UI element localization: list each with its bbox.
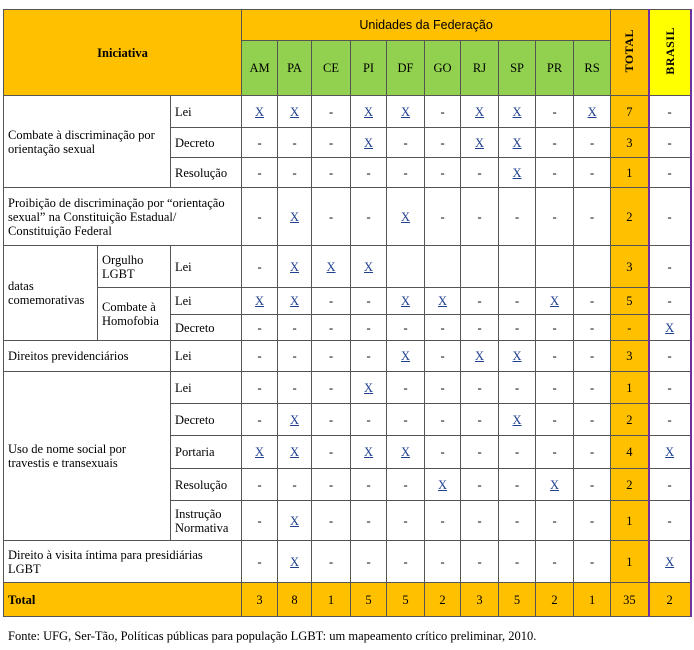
x-mark[interactable]: X xyxy=(401,104,411,119)
type-cell: Resolução xyxy=(171,469,242,501)
totals-row xyxy=(4,583,691,617)
cell-rs: - xyxy=(574,128,611,158)
row-total: 1 xyxy=(611,372,649,404)
total-ce: 1 xyxy=(312,583,351,617)
table-row xyxy=(4,541,691,583)
cell-ce: - xyxy=(312,436,351,469)
header-unidades: Unidades da Federação xyxy=(242,10,611,41)
x-mark[interactable]: X xyxy=(290,445,300,459)
cell-rj: - xyxy=(461,541,499,583)
cell-sp xyxy=(499,341,536,372)
row-brasil: - xyxy=(649,188,691,246)
cell-pa xyxy=(278,246,312,288)
x-mark[interactable]: X xyxy=(290,104,300,119)
header-iniciativa: Iniciativa xyxy=(4,10,242,96)
row-total: - xyxy=(611,315,649,341)
cell-go: - xyxy=(425,436,461,469)
x-mark[interactable]: X xyxy=(364,104,374,119)
cell-pa xyxy=(278,96,312,128)
table-row xyxy=(4,341,691,372)
cell-rs xyxy=(574,246,611,288)
table-row xyxy=(4,96,691,128)
row-total: 2 xyxy=(611,188,649,246)
cell-pi: - xyxy=(351,541,387,583)
cell-rj xyxy=(461,246,499,288)
cell-df: - xyxy=(387,541,425,583)
cell-pr: - xyxy=(536,404,574,436)
cell-pi: - xyxy=(351,315,387,341)
cell-rs: - xyxy=(574,404,611,436)
row-total: 7 xyxy=(611,96,649,128)
row-total: 1 xyxy=(611,158,649,188)
row-total: 1 xyxy=(611,541,649,583)
cell-df: - xyxy=(387,128,425,158)
cell-df: - xyxy=(387,469,425,501)
grand-total: 35 xyxy=(611,583,649,617)
cell-pi: - xyxy=(351,341,387,372)
cell-pr: - xyxy=(536,315,574,341)
header-total: TOTAL xyxy=(611,10,649,96)
cell-ce: - xyxy=(312,404,351,436)
x-mark[interactable]: X xyxy=(364,445,374,459)
cell-sp: - xyxy=(499,436,536,469)
cell-am xyxy=(242,436,278,469)
label-previdenciarios: Direitos previdenciários xyxy=(4,341,171,372)
header-brasil: BRASIL xyxy=(649,10,691,96)
total-pi: 5 xyxy=(351,583,387,617)
cell-am: - xyxy=(242,315,278,341)
label-visita: Direito à visita íntima para presidiárias LGBT xyxy=(4,541,242,583)
cell-pa xyxy=(278,404,312,436)
state-header-pi: PI xyxy=(351,41,387,96)
cell-pi: - xyxy=(351,501,387,541)
cell-df: - xyxy=(387,315,425,341)
cell-am: - xyxy=(242,128,278,158)
x-mark[interactable]: X xyxy=(255,104,265,119)
cell-pa: - xyxy=(278,341,312,372)
cell-go xyxy=(425,246,461,288)
type-cell: Decreto xyxy=(171,315,242,341)
cell-rs: - xyxy=(574,469,611,501)
cell-rs: - xyxy=(574,341,611,372)
state-header-pa: PA xyxy=(278,41,312,96)
cell-am xyxy=(242,288,278,315)
type-cell: Lei xyxy=(171,246,242,288)
cell-pa xyxy=(278,501,312,541)
cell-ce: - xyxy=(312,372,351,404)
cell-pa: - xyxy=(278,469,312,501)
cell-sp xyxy=(499,246,536,288)
type-cell: Lei xyxy=(171,372,242,404)
cell-rs: - xyxy=(574,541,611,583)
cell-rj: - xyxy=(461,372,499,404)
cell-pa xyxy=(278,188,312,246)
cell-am: - xyxy=(242,501,278,541)
cell-pr: - xyxy=(536,188,574,246)
row-total: 1 xyxy=(611,501,649,541)
x-mark[interactable]: X xyxy=(326,259,336,274)
cell-rj: - xyxy=(461,404,499,436)
x-mark[interactable]: X xyxy=(290,554,300,569)
x-mark[interactable]: X xyxy=(512,165,522,180)
cell-rj: - xyxy=(461,158,499,188)
total-am: 3 xyxy=(242,583,278,617)
legislation-table xyxy=(3,9,692,617)
x-mark[interactable]: X xyxy=(550,477,560,492)
cell-df xyxy=(387,246,425,288)
cell-rs: - xyxy=(574,315,611,341)
cell-am xyxy=(242,96,278,128)
total-sp: 5 xyxy=(499,583,536,617)
type-cell: Lei xyxy=(171,341,242,372)
x-mark[interactable]: X xyxy=(255,445,265,459)
cell-ce: - xyxy=(312,541,351,583)
cell-go: - xyxy=(425,128,461,158)
cell-go: - xyxy=(425,315,461,341)
cell-pr xyxy=(536,469,574,501)
type-cell: Decreto xyxy=(171,128,242,158)
cell-ce: - xyxy=(312,128,351,158)
cell-pa: - xyxy=(278,128,312,158)
cell-pi: - xyxy=(351,288,387,315)
cell-rj: - xyxy=(461,188,499,246)
cell-am: - xyxy=(242,158,278,188)
row-brasil xyxy=(649,436,691,469)
cell-go xyxy=(425,288,461,315)
x-mark[interactable]: X xyxy=(512,349,522,363)
state-header-rs: RS xyxy=(574,41,611,96)
total-go: 2 xyxy=(425,583,461,617)
x-mark[interactable]: X xyxy=(665,445,675,459)
state-header-ce: CE xyxy=(312,41,351,96)
cell-pr xyxy=(536,288,574,315)
cell-rj: - xyxy=(461,501,499,541)
type-cell: Portaria xyxy=(171,436,242,469)
cell-ce: - xyxy=(312,158,351,188)
row-total: 3 xyxy=(611,128,649,158)
cell-rj: - xyxy=(461,436,499,469)
cell-pi: - xyxy=(351,158,387,188)
state-header-am: AM xyxy=(242,41,278,96)
cell-df xyxy=(387,436,425,469)
cell-go xyxy=(425,469,461,501)
x-mark[interactable]: X xyxy=(665,554,675,569)
total-df: 5 xyxy=(387,583,425,617)
cell-pa xyxy=(278,288,312,315)
cell-pa: - xyxy=(278,315,312,341)
row-brasil: - xyxy=(649,96,691,128)
cell-go: - xyxy=(425,501,461,541)
cell-sp: - xyxy=(499,469,536,501)
row-total: 3 xyxy=(611,341,649,372)
cell-rj: - xyxy=(461,315,499,341)
row-brasil: - xyxy=(649,128,691,158)
cell-am: - xyxy=(242,372,278,404)
row-brasil: - xyxy=(649,372,691,404)
row-brasil: - xyxy=(649,341,691,372)
state-header-pr: PR xyxy=(536,41,574,96)
cell-pi xyxy=(351,436,387,469)
cell-pi xyxy=(351,246,387,288)
cell-am: - xyxy=(242,188,278,246)
total-rs: 1 xyxy=(574,583,611,617)
label-combate: Combate à discriminação por orientação sexual xyxy=(4,96,171,188)
row-total: 2 xyxy=(611,404,649,436)
row-brasil: - xyxy=(649,469,691,501)
cell-df xyxy=(387,288,425,315)
cell-rs: - xyxy=(574,188,611,246)
cell-pi: - xyxy=(351,404,387,436)
cell-pr: - xyxy=(536,436,574,469)
x-mark[interactable]: X xyxy=(290,412,300,427)
cell-sp: - xyxy=(499,541,536,583)
state-header-go: GO xyxy=(425,41,461,96)
x-mark[interactable]: X xyxy=(475,104,485,119)
table-row xyxy=(4,372,691,404)
cell-pa xyxy=(278,436,312,469)
state-header-sp: SP xyxy=(499,41,536,96)
table-row xyxy=(4,288,691,315)
cell-ce: - xyxy=(312,501,351,541)
type-cell: Lei xyxy=(171,288,242,315)
x-mark[interactable]: X xyxy=(438,294,448,308)
x-mark[interactable]: X xyxy=(401,209,411,224)
x-mark[interactable]: X xyxy=(587,104,597,119)
cell-sp xyxy=(499,404,536,436)
x-mark[interactable]: X xyxy=(512,104,522,119)
x-mark[interactable]: X xyxy=(364,380,374,395)
label-orgulho: Orgulho LGBT xyxy=(98,246,171,288)
row-total: 4 xyxy=(611,436,649,469)
x-mark[interactable]: X xyxy=(550,294,560,308)
cell-pi: - xyxy=(351,188,387,246)
cell-sp: - xyxy=(499,372,536,404)
cell-sp xyxy=(499,128,536,158)
cell-df: - xyxy=(387,158,425,188)
cell-pr xyxy=(536,246,574,288)
cell-am: - xyxy=(242,404,278,436)
cell-go: - xyxy=(425,341,461,372)
cell-go: - xyxy=(425,404,461,436)
cell-sp: - xyxy=(499,188,536,246)
cell-sp xyxy=(499,158,536,188)
x-mark[interactable]: X xyxy=(290,209,300,224)
x-mark[interactable]: X xyxy=(512,135,522,150)
cell-rj xyxy=(461,341,499,372)
cell-sp: - xyxy=(499,501,536,541)
cell-ce: - xyxy=(312,188,351,246)
type-cell: Resolução xyxy=(171,158,242,188)
cell-am: - xyxy=(242,246,278,288)
cell-rj: - xyxy=(461,469,499,501)
cell-ce: - xyxy=(312,469,351,501)
x-mark[interactable]: X xyxy=(401,349,411,363)
row-brasil: - xyxy=(649,404,691,436)
cell-pr: - xyxy=(536,372,574,404)
cell-pr: - xyxy=(536,341,574,372)
total-rj: 3 xyxy=(461,583,499,617)
cell-am: - xyxy=(242,541,278,583)
x-mark[interactable]: X xyxy=(438,477,448,492)
cell-sp: - xyxy=(499,315,536,341)
cell-rs xyxy=(574,96,611,128)
label-nome-social: Uso de nome social por travestis e transexuais xyxy=(4,372,171,541)
row-total: 5 xyxy=(611,288,649,315)
cell-pa: - xyxy=(278,372,312,404)
cell-pi xyxy=(351,96,387,128)
x-mark[interactable]: X xyxy=(401,294,411,308)
cell-ce xyxy=(312,246,351,288)
row-brasil xyxy=(649,315,691,341)
row-brasil xyxy=(649,541,691,583)
cell-pi xyxy=(351,128,387,158)
cell-ce: - xyxy=(312,288,351,315)
cell-rj xyxy=(461,96,499,128)
cell-rj: - xyxy=(461,288,499,315)
row-brasil: - xyxy=(649,501,691,541)
label-datas: datas comemorativas xyxy=(4,246,98,341)
cell-pa xyxy=(278,541,312,583)
x-mark[interactable]: X xyxy=(401,445,411,459)
brasil-total: 2 xyxy=(649,583,691,617)
cell-pa: - xyxy=(278,158,312,188)
type-cell: Decreto xyxy=(171,404,242,436)
cell-rs: - xyxy=(574,158,611,188)
row-brasil: - xyxy=(649,246,691,288)
cell-pi xyxy=(351,372,387,404)
x-mark[interactable]: X xyxy=(512,412,522,427)
x-mark[interactable]: X xyxy=(290,294,300,308)
cell-rs: - xyxy=(574,372,611,404)
x-mark[interactable]: X xyxy=(364,135,374,150)
cell-ce: - xyxy=(312,315,351,341)
row-brasil: - xyxy=(649,288,691,315)
cell-pr: - xyxy=(536,158,574,188)
header-row-1 xyxy=(4,10,691,41)
label-proibicao: Proibição de discriminação por “orientação sexual” na Constituição Estadual/ Constituição Federal xyxy=(4,188,242,246)
row-brasil: - xyxy=(649,158,691,188)
x-mark[interactable]: X xyxy=(290,513,300,528)
cell-sp: - xyxy=(499,288,536,315)
cell-df: - xyxy=(387,372,425,404)
cell-rs: - xyxy=(574,501,611,541)
cell-rj xyxy=(461,128,499,158)
table-row xyxy=(4,246,691,288)
total-pr: 2 xyxy=(536,583,574,617)
total-pa: 8 xyxy=(278,583,312,617)
x-mark[interactable]: X xyxy=(475,349,485,363)
totals-label: Total xyxy=(4,583,242,617)
label-homofobia: Combate à Homofobia xyxy=(98,288,171,341)
cell-go: - xyxy=(425,541,461,583)
state-header-rj: RJ xyxy=(461,41,499,96)
state-header-df: DF xyxy=(387,41,425,96)
cell-pr: - xyxy=(536,128,574,158)
row-total: 3 xyxy=(611,246,649,288)
cell-rs: - xyxy=(574,436,611,469)
cell-ce: - xyxy=(312,96,351,128)
x-mark[interactable]: X xyxy=(364,259,374,274)
cell-df xyxy=(387,341,425,372)
cell-am: - xyxy=(242,341,278,372)
cell-df xyxy=(387,96,425,128)
cell-pr: - xyxy=(536,96,574,128)
cell-go: - xyxy=(425,158,461,188)
cell-go: - xyxy=(425,372,461,404)
cell-ce: - xyxy=(312,341,351,372)
row-total: 2 xyxy=(611,469,649,501)
x-mark[interactable]: X xyxy=(665,320,675,335)
cell-go: - xyxy=(425,188,461,246)
table-row xyxy=(4,188,691,246)
cell-pi: - xyxy=(351,469,387,501)
type-cell: Lei xyxy=(171,96,242,128)
cell-df xyxy=(387,188,425,246)
cell-df: - xyxy=(387,404,425,436)
cell-go: - xyxy=(425,96,461,128)
x-mark[interactable]: X xyxy=(290,259,300,274)
cell-sp xyxy=(499,96,536,128)
cell-pr: - xyxy=(536,501,574,541)
cell-pr: - xyxy=(536,541,574,583)
cell-df: - xyxy=(387,501,425,541)
source-note: Fonte: UFG, Ser-Tão, Políticas públicas para população LGBT: um mapeamento crítico preliminar, 2010. xyxy=(8,629,537,643)
cell-am: - xyxy=(242,469,278,501)
x-mark[interactable]: X xyxy=(255,294,265,308)
cell-rs: - xyxy=(574,288,611,315)
type-cell: Instrução Normativa xyxy=(171,501,242,541)
x-mark[interactable]: X xyxy=(475,135,485,150)
